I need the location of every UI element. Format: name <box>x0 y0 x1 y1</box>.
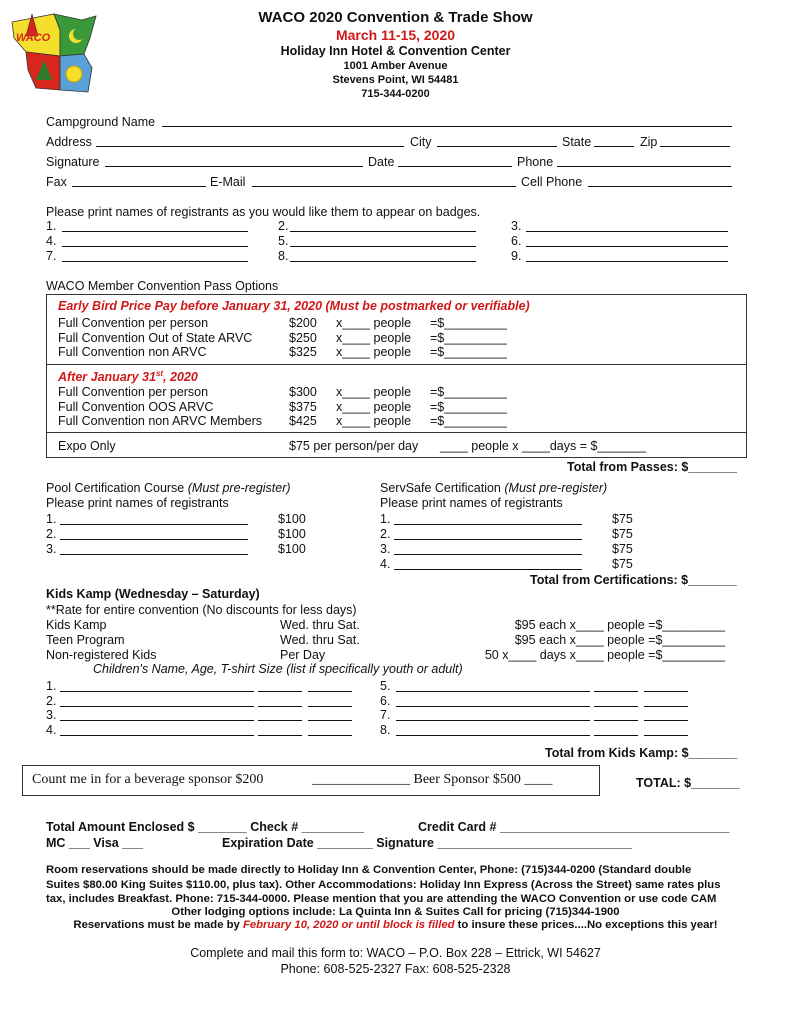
registrant-name-field[interactable] <box>526 246 728 247</box>
pool-title-text: Pool Certification Course <box>46 481 185 495</box>
registrant-number: 7. <box>46 249 57 263</box>
kids-program-when: Per Day <box>280 648 326 662</box>
signature-label: Signature <box>46 155 100 169</box>
note-line-2: Suites $80.00 King Suites $110.00, plus tax). Other Accommodations: Holiday Inn Express (Across the Street) same rates plus <box>46 879 721 891</box>
servsafe-price: $75 <box>612 557 633 571</box>
kids-title: Kids Kamp (Wednesday – Saturday) <box>46 587 260 601</box>
child-tshirt-field[interactable] <box>308 720 352 721</box>
fax-field[interactable] <box>72 186 206 187</box>
address-field[interactable] <box>96 146 404 147</box>
pool-number: 3. <box>46 542 57 556</box>
state-field[interactable] <box>594 146 634 147</box>
kids-total[interactable]: Total from Kids Kamp: $_______ <box>545 746 738 760</box>
child-name-field[interactable] <box>396 691 590 692</box>
pass-price: $375 <box>289 399 317 414</box>
logo-text: WACO <box>16 32 51 44</box>
registrant-name-field[interactable] <box>290 231 476 232</box>
servsafe-number: 4. <box>380 557 391 571</box>
child-number: 5. <box>380 679 391 693</box>
payment-amount-check[interactable]: Total Amount Enclosed $ _______ Check # _________ <box>46 820 365 834</box>
payment-card-type[interactable]: MC ___ Visa ___ <box>46 836 144 850</box>
child-age-field[interactable] <box>258 691 302 692</box>
pass-quantity[interactable]: x____ people <box>336 316 412 330</box>
campground-label: Campground Name <box>46 115 156 129</box>
child-number: 6. <box>380 693 391 708</box>
servsafe-price: $75 <box>612 542 633 556</box>
pool-name-field[interactable] <box>60 524 248 525</box>
venue-name: Holiday Inn Hotel & Convention Center <box>280 44 511 58</box>
registrant-name-field[interactable] <box>526 261 728 262</box>
passes-heading: WACO Member Convention Pass Options <box>46 279 279 293</box>
servsafe-title-note: (Must pre-register) <box>504 481 608 495</box>
child-name-field[interactable] <box>60 706 254 707</box>
child-tshirt-field[interactable] <box>644 720 688 721</box>
pass-total[interactable]: =$_________ <box>430 330 507 345</box>
child-number: 1. <box>46 679 57 693</box>
child-tshirt-field[interactable] <box>644 706 688 707</box>
registrant-name-field[interactable] <box>62 246 248 247</box>
servsafe-name-field[interactable] <box>394 524 582 525</box>
city-field[interactable] <box>437 146 557 147</box>
venue-address: 1001 Amber Avenue <box>343 60 448 72</box>
reservation-deadline: February 10, 2020 or until block is filled <box>242 919 455 931</box>
kids-note: **Rate for entire convention (No discounts for less days) <box>46 603 357 617</box>
pass-total[interactable]: =$_________ <box>430 345 507 359</box>
child-tshirt-field[interactable] <box>644 691 688 692</box>
child-number: 7. <box>380 708 391 722</box>
pass-quantity[interactable]: x____ people <box>336 345 412 359</box>
registrant-name-field[interactable] <box>62 261 248 262</box>
after-title-sup: st <box>155 369 164 378</box>
pass-total[interactable]: =$_________ <box>430 316 507 330</box>
pass-label: Full Convention Out of State ARVC <box>58 330 253 345</box>
child-number: 8. <box>380 722 391 737</box>
early-bird-title: Early Bird Price Pay before January 31, 2020 (Must be postmarked or verifiable) <box>58 299 530 313</box>
kids-program-calc[interactable]: 50 x____ days x____ people =$_________ <box>484 648 725 662</box>
servsafe-number: 3. <box>380 542 391 556</box>
email-field[interactable] <box>252 186 516 187</box>
date-field[interactable] <box>398 166 512 167</box>
registrants-intro: Please print names of registrants as you would like them to appear on badges. <box>46 205 481 219</box>
venue-city: Stevens Point, WI 54481 <box>332 74 459 86</box>
pool-number: 2. <box>46 527 57 541</box>
pool-title <box>46 481 291 495</box>
certifications-total[interactable]: Total from Certifications: $_______ <box>530 573 737 587</box>
kids-program-calc[interactable]: $95 each x____ people =$_________ <box>514 618 725 632</box>
child-number: 3. <box>46 708 57 722</box>
child-tshirt-field[interactable] <box>308 735 352 736</box>
date-label: Date <box>368 155 395 169</box>
pool-title-note: (Must pre-register) <box>187 481 291 495</box>
mail-phone-fax: Phone: 608-525-2327 Fax: 608-525-2328 <box>280 962 511 976</box>
cell-field[interactable] <box>588 186 732 187</box>
child-age-field[interactable] <box>258 720 302 721</box>
kids-program-calc[interactable]: $95 each x____ people =$_________ <box>514 633 725 647</box>
child-name-field[interactable] <box>60 735 254 736</box>
pass-total[interactable]: =$_________ <box>430 399 507 414</box>
zip-label: Zip <box>640 135 658 149</box>
event-dates: March 11-15, 2020 <box>335 27 456 43</box>
servsafe-title <box>380 481 607 495</box>
servsafe-title-text: ServSafe Certification <box>380 481 501 495</box>
registrant-name-field[interactable] <box>290 261 476 262</box>
expo-price: $75 per person/per day <box>289 439 419 453</box>
registrant-number: 1. <box>46 219 57 233</box>
kids-program-when: Wed. thru Sat. <box>280 633 360 647</box>
city-label: City <box>410 135 432 149</box>
mail-instructions: Complete and mail this form to: WACO – P.O. Box 228 – Ettrick, WI 54627 <box>190 946 601 960</box>
pass-quantity[interactable]: x____ people <box>336 330 412 345</box>
beer-sponsor[interactable]: ______________ Beer Sponsor $500 ____ <box>312 772 553 787</box>
pass-price: $250 <box>289 330 317 345</box>
pool-price: $100 <box>278 527 306 541</box>
child-number: 4. <box>46 722 57 737</box>
servsafe-number: 1. <box>380 512 391 526</box>
pass-label: Full Convention non ARVC <box>58 345 207 359</box>
registrant-number: 3. <box>511 219 522 233</box>
kids-program-label: Kids Kamp <box>46 618 107 632</box>
servsafe-name-field[interactable] <box>394 554 582 555</box>
registrant-number: 2. <box>278 219 289 233</box>
campground-field[interactable] <box>162 126 732 127</box>
after-title <box>58 369 198 384</box>
fax-label: Fax <box>46 175 67 189</box>
registrant-number: 6. <box>511 234 522 248</box>
child-age-field[interactable] <box>594 691 638 692</box>
pool-name-field[interactable] <box>60 554 248 555</box>
child-age-field[interactable] <box>594 735 638 736</box>
pass-price: $200 <box>289 316 317 330</box>
address-label: Address <box>46 135 92 149</box>
note-line-3: tax, includes Breakfast. Phone: 715-344-0000. Please mention that you are attending the WACO Convention or use code CAM <box>46 893 717 905</box>
grand-total[interactable]: TOTAL: $_______ <box>636 776 740 790</box>
phone-label: Phone <box>517 155 554 169</box>
registrant-name-field[interactable] <box>62 231 248 232</box>
kids-program-when: Wed. thru Sat. <box>280 618 360 632</box>
after-title-text: After January 31 <box>58 370 156 385</box>
servsafe-sub: Please print names of registrants <box>380 496 563 510</box>
pass-total[interactable]: =$_________ <box>430 414 507 428</box>
pass-quantity[interactable]: x____ people <box>336 414 412 428</box>
phone-field[interactable] <box>557 166 731 167</box>
pass-quantity[interactable]: x____ people <box>336 385 412 399</box>
pass-price: $425 <box>289 414 317 428</box>
child-name-field[interactable] <box>60 720 254 721</box>
servsafe-price: $75 <box>612 512 633 526</box>
pass-price: $325 <box>289 345 317 359</box>
zip-field[interactable] <box>660 146 730 147</box>
reservation-text: Reservations must be made by <box>73 919 243 931</box>
pass-price: $300 <box>289 385 317 399</box>
note-line-1: Room reservations should be made directly to Holiday Inn & Convention Center, Phone: (715)344-0200 (Standard double <box>46 864 692 876</box>
kids-program-label: Teen Program <box>46 633 125 647</box>
pass-label: Full Convention per person <box>58 385 209 399</box>
pool-price: $100 <box>278 542 306 556</box>
registrant-number: 5. <box>278 234 289 248</box>
reservation-tail: to insure these prices....No exceptions this year! <box>454 919 718 931</box>
expo-label: Expo Only <box>58 439 116 453</box>
pool-price: $100 <box>278 512 306 526</box>
venue-phone: 715-344-0200 <box>361 88 430 100</box>
registrant-number: 4. <box>46 234 57 248</box>
child-name-field[interactable] <box>396 706 590 707</box>
registrant-name-field[interactable] <box>290 246 476 247</box>
child-age-field[interactable] <box>258 706 302 707</box>
children-note: Children's Name, Age, T-shirt Size (list if specifically youth or adult) <box>93 662 463 676</box>
state-label: State <box>562 135 592 149</box>
cell-label: Cell Phone <box>521 175 583 189</box>
child-age-field[interactable] <box>594 706 638 707</box>
pass-label: Full Convention OOS ARVC <box>58 399 214 414</box>
note-line-5 <box>0 919 791 931</box>
email-label: E-Mail <box>210 175 246 189</box>
child-tshirt-field[interactable] <box>644 735 688 736</box>
pool-sub: Please print names of registrants <box>46 496 229 510</box>
signature-field[interactable] <box>105 166 363 167</box>
servsafe-name-field[interactable] <box>394 569 582 570</box>
payment-credit-card[interactable]: Credit Card # _________________________________ <box>418 820 730 834</box>
child-number: 2. <box>46 693 57 708</box>
servsafe-price: $75 <box>612 527 633 541</box>
registrant-name-field[interactable] <box>526 231 728 232</box>
pool-name-field[interactable] <box>60 539 248 540</box>
pass-label: Full Convention per person <box>58 316 209 330</box>
child-age-field[interactable] <box>258 735 302 736</box>
child-name-field[interactable] <box>60 691 254 692</box>
note-line-4: Other lodging options include: La Quinta Inn & Suites Call for pricing (715)344-1900 <box>171 906 620 918</box>
page-title: WACO 2020 Convention & Trade Show <box>258 9 533 26</box>
pass-total[interactable]: =$_________ <box>430 385 507 399</box>
after-title-year: , 2020 <box>163 370 198 385</box>
kids-program-label: Non-registered Kids <box>46 648 157 662</box>
pass-label: Full Convention non ARVC Members <box>58 414 263 428</box>
child-name-field[interactable] <box>396 720 590 721</box>
passes-total[interactable]: Total from Passes: $_______ <box>567 460 738 474</box>
registrant-number: 9. <box>511 249 522 263</box>
pool-number: 1. <box>46 512 57 526</box>
registrant-number: 8. <box>278 249 289 263</box>
servsafe-number: 2. <box>380 527 391 541</box>
child-age-field[interactable] <box>594 720 638 721</box>
child-name-field[interactable] <box>396 735 590 736</box>
beverage-sponsor[interactable]: Count me in for a beverage sponsor $200 <box>32 772 264 787</box>
expo-calc[interactable]: ____ people x ____days = $_______ <box>440 439 647 453</box>
child-tshirt-field[interactable] <box>308 691 352 692</box>
pass-quantity[interactable]: x____ people <box>336 399 412 414</box>
servsafe-name-field[interactable] <box>394 539 582 540</box>
child-tshirt-field[interactable] <box>308 706 352 707</box>
payment-expiration-signature[interactable]: Expiration Date ________ Signature ____________________________ <box>222 836 633 850</box>
